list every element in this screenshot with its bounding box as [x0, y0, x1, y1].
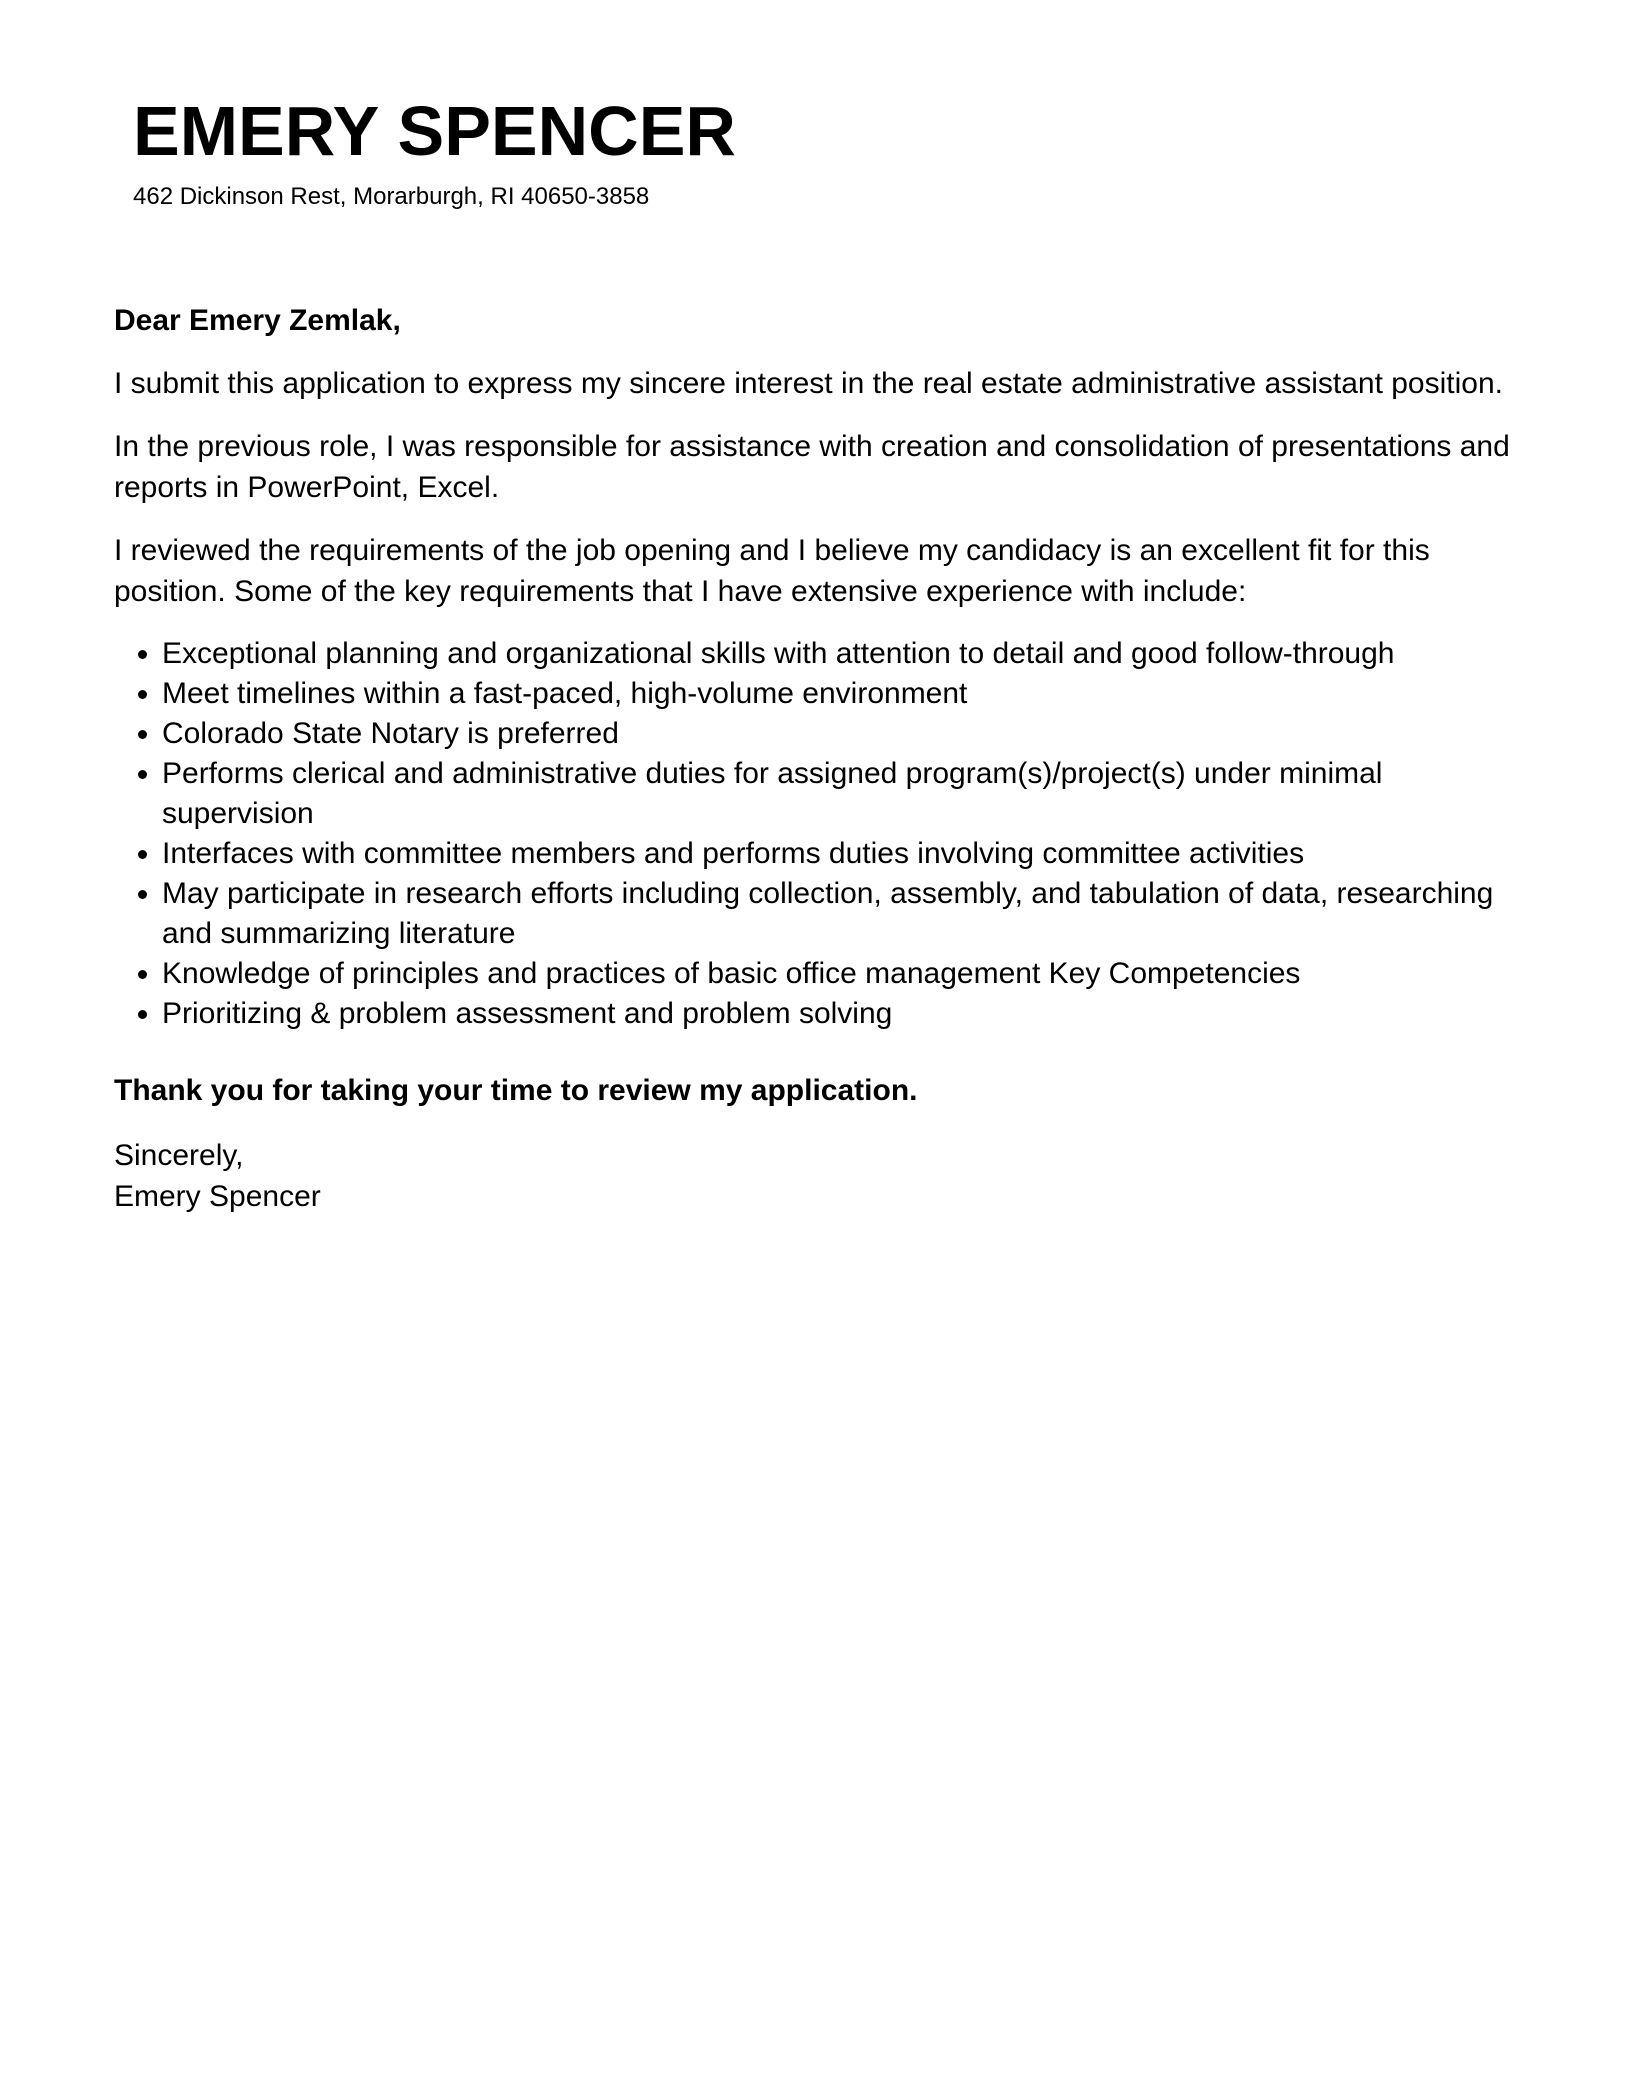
list-item-text: Performs clerical and administrative duties for assigned program(s)/project(s) under minimal supervision — [162, 757, 1383, 830]
bullet-icon — [138, 770, 147, 779]
list-item-text: Prioritizing & problem assessment and problem solving — [162, 997, 893, 1030]
salutation: Dear Emery Zemlak, — [114, 304, 401, 337]
bullet-icon — [138, 650, 147, 659]
bullet-icon — [138, 970, 147, 979]
bullet-icon — [138, 890, 147, 899]
signature: Emery Spencer — [114, 1180, 321, 1213]
sender-name: EMERY SPENCER — [133, 92, 736, 170]
list-item-text: Colorado State Notary is preferred — [162, 717, 619, 750]
list-item-text: Interfaces with committee members and performs duties involving committee activities — [162, 837, 1305, 870]
letter-header — [133, 88, 736, 212]
list-item — [114, 674, 1534, 714]
list-item — [114, 954, 1534, 994]
letter-body — [114, 300, 1534, 1217]
list-item — [114, 754, 1534, 834]
bullet-icon — [138, 730, 147, 739]
bullet-icon — [138, 850, 147, 859]
bullet-icon — [138, 690, 147, 699]
list-item — [114, 834, 1534, 874]
requirements-paragraph: I reviewed the requirements of the job opening and I believe my candidacy is an excellent fit for this position. Some of the key requirements that I have extensive experience with include: — [114, 534, 1430, 608]
list-item — [114, 994, 1534, 1034]
closing: Sincerely, — [114, 1139, 244, 1172]
thank-you-line: Thank you for taking your time to review my application. — [114, 1074, 918, 1107]
list-item-text: Meet timelines within a fast-paced, high-volume environment — [162, 677, 968, 710]
list-item — [114, 714, 1534, 754]
bullet-icon — [138, 1010, 147, 1019]
sender-address: 462 Dickinson Rest, Morarburgh, RI 40650-3858 — [133, 183, 650, 210]
list-item — [114, 634, 1534, 674]
intro-paragraph: I submit this application to express my sincere interest in the real estate administrative assistant position. — [114, 367, 1503, 400]
list-item-text: May participate in research efforts including collection, assembly, and tabulation of data, researching and summarizing literature — [162, 877, 1494, 950]
experience-paragraph: In the previous role, I was responsible for assistance with creation and consolidation of presentations and reports in PowerPoint, Excel. — [114, 430, 1510, 504]
list-item — [114, 874, 1534, 954]
list-item-text: Exceptional planning and organizational skills with attention to detail and good follow-through — [162, 637, 1395, 670]
closing-block — [114, 1135, 1534, 1217]
requirements-list — [114, 634, 1534, 1034]
list-item-text: Knowledge of principles and practices of basic office management Key Competencies — [162, 957, 1301, 990]
